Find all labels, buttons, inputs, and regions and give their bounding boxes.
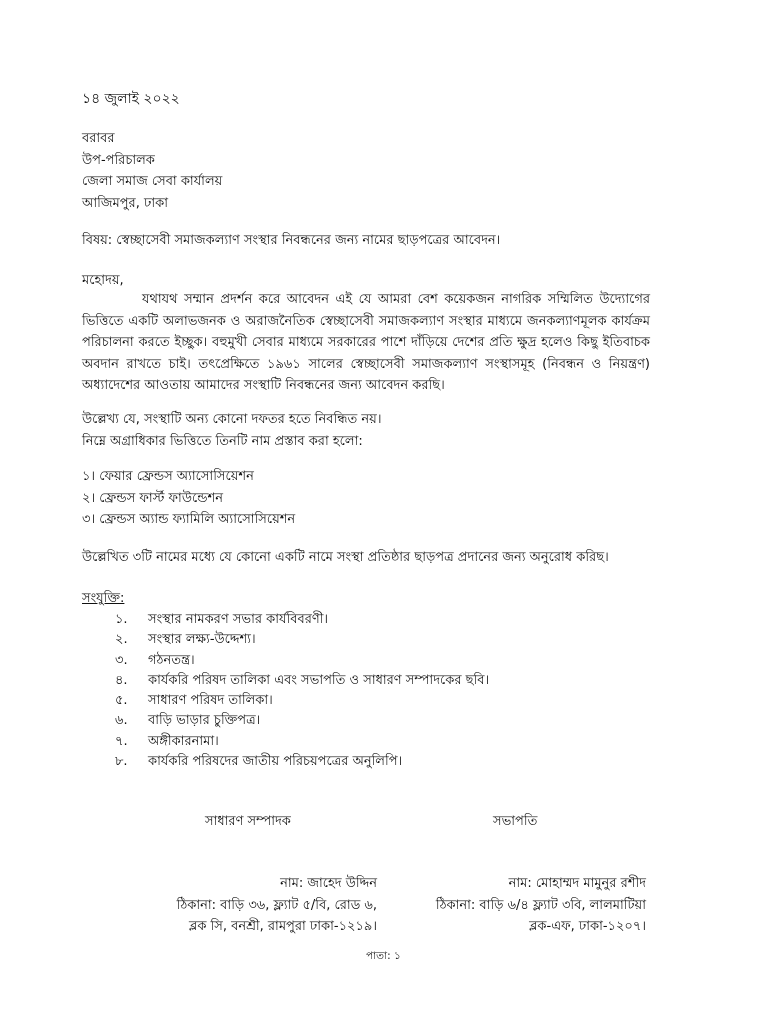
- page-number: পাতা: ১: [366, 950, 401, 962]
- proposed-name: ১। ফেয়ার ফ্রেন্ডস অ্যাসোসিয়েশন: [82, 469, 254, 484]
- signatory-name: নাম: জাহেদ উদ্দিন: [280, 876, 377, 891]
- attachment-number: ৮.: [115, 754, 128, 770]
- president-title: সভাপতি: [493, 814, 538, 829]
- attachment-item: [115, 752, 489, 772]
- attachment-text: কার্যকরি পরিষদের জাতীয় পরিচয়পত্রের অনুলিপি।: [148, 754, 403, 770]
- attachments-title: সংযুক্তি:: [82, 591, 125, 606]
- attachment-item: [115, 610, 489, 630]
- recipient-line: জেলা সমাজ সেবা কার্যালয়: [82, 174, 223, 189]
- attachment-number: ৬.: [115, 713, 128, 729]
- subject-line: বিষয়: স্বেচ্ছাসেবী সমাজকল্যাণ সংস্থার নিবন্ধনের জন্য নামের ছাড়পত্রের আবেদন।: [82, 233, 501, 248]
- attachment-text: বাড়ি ভাড়ার চুক্তিপত্র।: [148, 713, 261, 729]
- note-line: উল্লেখ্য যে, সংস্থাটি অন্য কোনো দফতর হতে নিবন্ধিত নয়।: [82, 412, 382, 427]
- attachment-item: [115, 630, 489, 650]
- general-secretary-title: সাধারণ সম্পাদক: [205, 814, 291, 829]
- proposed-names-list: [82, 466, 295, 531]
- attachment-item: [115, 711, 489, 731]
- attachment-item: [115, 671, 489, 691]
- proposed-name: ২। ফ্রেন্ডস ফার্স্ট ফাউন্ডেশন: [82, 490, 223, 506]
- attachment-number: ১.: [115, 612, 128, 627]
- proposed-name: ৩। ফ্রেন্ডস অ্যান্ড ফ্যামিলি অ্যাসোসিয়েশন: [82, 512, 296, 527]
- attachment-item: [115, 732, 489, 752]
- recipient-line: বরাবর: [82, 131, 115, 146]
- attachment-item: [115, 651, 489, 671]
- request-line: উল্লেখিত ৩টি নামের মধ্যে যে কোনো একটি নামে সংস্থা প্রতিষ্ঠার ছাড়পত্র প্রদানের জন্য অনুরোধ করিছ।: [82, 550, 609, 565]
- general-secretary-details: [177, 873, 377, 938]
- recipient-line: উপ-পরিচালক: [82, 152, 155, 168]
- attachment-item: [115, 691, 489, 711]
- note-block: [82, 409, 382, 452]
- attachments-list: [115, 610, 489, 772]
- recipient-block: [82, 128, 222, 214]
- attachment-number: ৭.: [115, 733, 128, 749]
- attachment-number: ৫.: [115, 693, 128, 709]
- body-paragraph: [82, 289, 650, 397]
- letter-date: ১৪ জুলাই ২০২২: [82, 91, 180, 107]
- attachment-text: গঠনতন্ত্র।: [148, 652, 195, 668]
- attachment-text: সাধারণ পরিষদ তালিকা।: [148, 693, 273, 709]
- attachment-text: কার্যকরি পরিষদ তালিকা এবং সভাপতি ও সাধারণ সম্পাদকের ছবি।: [148, 672, 490, 688]
- attachment-number: ৪.: [115, 672, 128, 688]
- signatory-address: ঠিকানা: বাড়ি ৬/৪ ফ্ল্যাট ৩বি, লালমাটিয়া: [435, 897, 646, 913]
- attachment-number: ২.: [115, 632, 128, 648]
- attachment-number: ৩.: [115, 652, 128, 668]
- attachment-text: সংস্থার লক্ষ্য-উদ্দেশ্য।: [148, 632, 256, 648]
- signatory-address: ঠিকানা: বাড়ি ৩৬, ফ্ল্যাট ৫/বি, রোড ৬,: [176, 897, 377, 913]
- note-line: নিম্নে অগ্রাধিকার ভিত্তিতে তিনটি নাম প্রস্তাব করা হলো:: [82, 433, 363, 449]
- signatory-address: ব্লক সি, বনশ্রী, রামপুরা ঢাকা-১২১৯।: [189, 919, 377, 934]
- salutation: মহোদয়,: [82, 273, 124, 288]
- body-text: যথাযথ সম্মান প্রদর্শন করে আবেদন এই যে আমরা বেশ কয়েকজন নাগরিক সম্মিলিত উদ্যোগের ভিত্তিতে একটি অলাভজনক ও অরাজনৈতিক স্বেচ্ছাসেবী সমাজকল্যাণ সংস্থার মাধ্যমে জনকল্যাণমূলক কার্যক্রম পরিচালনা করতে ইচ্ছুক। বহুমুখী সেবার মাধ্যমে সরকারের পাশে দাঁড়িয়ে দেশের প্রতি ক্ষুদ্র হলেও কিছু ইতিবাচক অবদান রাখতে চাই। তৎপ্রেক্ষিতে ১৯৬১ সালের স্বেচ্ছাসেবী সমাজকল্যাণ সংস্থাসমূহ (নিবন্ধন ও নিয়ন্ত্রণ) অধ্যাদেশের আওতায় আমাদের সংস্থাটি নিবন্ধনের জন্য আবেদন করছি।: [82, 292, 650, 393]
- president-details: [436, 873, 646, 938]
- recipient-line: আজিমপুর, ঢাকা: [82, 195, 168, 211]
- signatory-address: ব্লক-এফ, ঢাকা-১২০৭।: [529, 919, 646, 934]
- attachment-text: অঙ্গীকারনামা।: [148, 733, 219, 749]
- attachment-text: সংস্থার নামকরণ সভার কার্যবিবরণী।: [148, 612, 329, 627]
- signatory-name: নাম: মোহাম্মদ মামুনুর রশীদ: [508, 876, 646, 891]
